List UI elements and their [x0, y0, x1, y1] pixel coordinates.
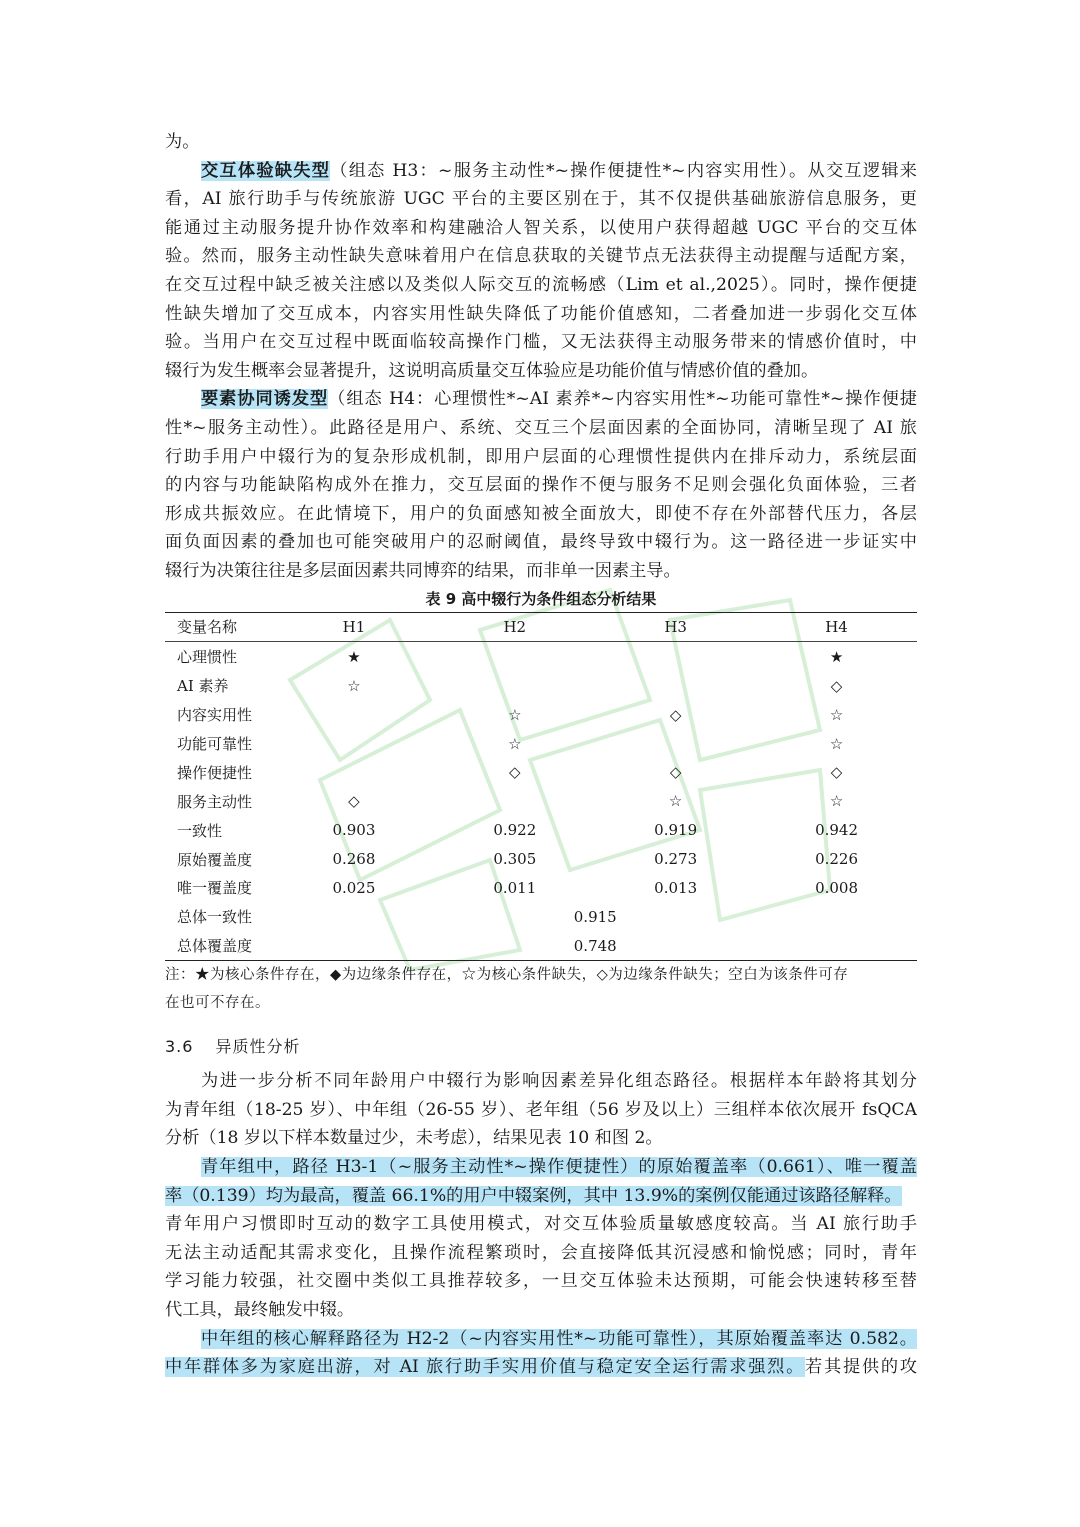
- table-cell: AI 素养: [177, 677, 229, 696]
- table-cell: 一致性: [177, 821, 223, 840]
- section-number: 3.6: [165, 1037, 194, 1057]
- para-middle-tail: 若其提供的攻: [805, 1357, 917, 1378]
- table-cell: 0.748: [274, 931, 918, 960]
- table-cell: 0.915: [573, 907, 617, 926]
- config-table: [165, 612, 917, 962]
- table-cell: 0.273: [654, 850, 698, 869]
- table-cell: ◇: [830, 763, 843, 782]
- para-youth-line: 学习能力较强，社交圈中类似工具推荐较多，一旦交互体验未达预期，可能会快速转移至替: [165, 1271, 917, 1292]
- table-row: [165, 642, 917, 671]
- paragraph-fragment: 为。: [165, 132, 200, 152]
- table-caption: 表 9 高中辍行为条件组态分析结果: [425, 589, 657, 608]
- para-h4-line: 辍行为决策往往是多层面因素共同博弈的结果，而非单一因素主导。: [165, 560, 681, 581]
- table-row: [165, 729, 917, 758]
- table-cell: 0.903: [332, 821, 376, 840]
- section-title: 异质性分析: [215, 1037, 301, 1057]
- table-row: [165, 845, 917, 874]
- para-h3-line: 验。当用户在交互过程中既面临较高操作门槛，又无法获得主动服务带来的情感价值时，中: [165, 332, 917, 353]
- paragraph-youth: [165, 1153, 917, 1325]
- table-row: [165, 902, 917, 931]
- para-h4-line: 形成共振效应。在此情境下，用户的负面感知被全面放大，即使不存在外部替代压力，各层: [165, 503, 917, 524]
- para-h3-line: 能通过主动服务提升协作效率和构建融洽人智关系，以使用户获得超越 UGC 平台的交互体: [165, 217, 917, 238]
- table-cell: 0.268: [332, 850, 376, 869]
- table-cell: 原始覆盖度: [177, 850, 253, 869]
- para-h4-line: 面负面因素的叠加也可能突破用户的忍耐阈值，最终导致中辍行为。这一路径进一步证实中: [165, 532, 917, 553]
- table-cell: ◇: [669, 763, 682, 782]
- table-cell: ☆: [829, 792, 844, 811]
- table-cell: 0.922: [493, 821, 537, 840]
- table-cell: ★: [829, 647, 844, 666]
- para-h3-line: 性缺失增加了交互成本，内容实用性缺失降低了功能价值感知，二者叠加进一步弱化交互体: [165, 303, 917, 324]
- table-row: [165, 874, 917, 903]
- para-intro-line: 为青年组（18-25 岁）、中年组（26-55 岁）、老年组（56 岁及以上）三组样本依次展开 fsQCA: [165, 1099, 917, 1120]
- para-intro-line: 分析（18 岁以下样本数量过少，未考虑），结果见表 10 和图 2。: [165, 1128, 663, 1149]
- table-cell: 心理惯性: [177, 648, 238, 667]
- table-header: H1: [274, 612, 435, 642]
- section-heading: [165, 1027, 917, 1067]
- table-cell: 0.942: [815, 821, 859, 840]
- table-cell: [274, 729, 435, 758]
- paragraph-h4: [165, 385, 917, 585]
- para-youth-line: 代工具，最终触发中辍。: [165, 1299, 355, 1320]
- table-row: [165, 931, 917, 960]
- paragraph-h3: [165, 157, 917, 386]
- table-cell: 0.919: [654, 821, 698, 840]
- table-cell: 唯一覆盖度: [177, 879, 253, 898]
- para-h4-line: 性*~服务主动性）。此路径是用户、系统、交互三个层面因素的全面协同，清晰呈现了 AI 旅: [165, 417, 917, 438]
- table-cell: [434, 642, 595, 671]
- table-row: [165, 758, 917, 787]
- para-youth-highlight: 率（0.139）均为最高，覆盖 66.1%的用户中辍案例，其中 13.9%的案例仅能通过该路径解释。: [165, 1185, 902, 1206]
- table-cell: [434, 671, 595, 700]
- table-cell: 0.013: [654, 878, 698, 897]
- para-youth-line: 青年用户习惯即时互动的数字工具使用模式，对交互体验质量敏感度较高。当 AI 旅行助手: [165, 1214, 917, 1235]
- table-row: [165, 816, 917, 845]
- table-cell: ★: [347, 647, 361, 666]
- table-header: H4: [756, 612, 917, 642]
- table-header-row: [165, 612, 917, 642]
- table-cell: ☆: [347, 676, 361, 695]
- table-cell: 操作便捷性: [177, 763, 253, 782]
- table-cell: 总体覆盖度: [165, 931, 274, 960]
- table-cell: ◇: [830, 676, 843, 695]
- table-row: [165, 700, 917, 729]
- para-youth-highlight: 青年组中，路径 H3-1（~服务主动性*~操作便捷性）的原始覆盖率（0.661）、唯一覆盖: [201, 1156, 917, 1177]
- table-note: 注：★为核心条件存在，◆为边缘条件存在，☆为核心条件缺失，◇为边缘条件缺失；空白为该条件可存: [165, 967, 849, 984]
- table-cell: 0.011: [493, 878, 537, 897]
- table-cell: [595, 671, 756, 700]
- table-cell: 内容实用性: [177, 706, 253, 725]
- table-cell: ☆: [668, 792, 683, 811]
- para-middle-highlight: 中年群体多为家庭出游，对 AI 旅行助手实用价值与稳定安全运行需求强烈。: [165, 1357, 806, 1378]
- table-cell: ◇: [669, 705, 682, 724]
- paragraph-middle: [165, 1325, 917, 1382]
- table-row: [165, 671, 917, 700]
- table-cell: 总体一致性: [177, 908, 253, 927]
- para-h4-line: 行助手用户中辍行为的复杂形成机制，即用户层面的心理惯性提供内在排斥动力，系统层面: [165, 446, 917, 467]
- para-h4-title: 要素协同诱发型: [201, 389, 329, 410]
- para-h3-line: 看，AI 旅行助手与传统旅游 UGC 平台的主要区别在于，其不仅提供基础旅游信息服务，更: [165, 189, 917, 210]
- table-header: H2: [434, 612, 595, 642]
- table-cell: ◇: [348, 792, 360, 811]
- table-row: [165, 787, 917, 816]
- table-cell: ☆: [508, 734, 522, 753]
- para-h3-line: （组态 H3：~服务主动性*~操作便捷性*~内容实用性）。从交互逻辑来: [330, 160, 917, 181]
- table-header: 变量名称: [165, 612, 274, 642]
- table-cell: [595, 642, 756, 671]
- table-header: H3: [595, 612, 756, 642]
- table-cell: ☆: [829, 705, 844, 724]
- table-note: 在也可不存在。: [165, 995, 270, 1012]
- para-h3-title: 交互体验缺失型: [201, 160, 331, 181]
- table-cell: [274, 700, 435, 729]
- table-cell: ◇: [509, 763, 521, 782]
- para-youth-line: 无法主动适配其需求变化，且操作流程繁琐时，会直接降低其沉浸感和愉悦感；同时，青年: [165, 1242, 917, 1263]
- table-cell: 0.008: [815, 878, 859, 897]
- table-cell: 0.025: [332, 878, 376, 897]
- para-h3-line: 验。然而，服务主动性缺失意味着用户在信息获取的关键节点无法获得主动提醒与适配方案，: [165, 246, 917, 267]
- table-cell: 0.226: [815, 850, 859, 869]
- para-h3-line: 在交互过程中缺乏被关注感以及类似人际交互的流畅感（Lim et al.,2025）。同时，操作便捷: [165, 274, 917, 295]
- para-h4-line: （组态 H4：心理惯性*~AI 素养*~内容实用性*~功能可靠性*~操作便捷: [328, 389, 917, 410]
- paragraph-intro: [165, 1067, 917, 1153]
- table-cell: ☆: [829, 734, 844, 753]
- para-h3-line: 辍行为发生概率会显著提升，这说明高质量交互体验应是功能价值与情感价值的叠加。: [165, 360, 819, 381]
- table-cell: [595, 729, 756, 758]
- para-h4-line: 的内容与功能缺陷构成外在推力，交互层面的操作不便与服务不足则会强化负面体验，三者: [165, 475, 917, 496]
- document-page: [165, 128, 917, 1382]
- table-cell: ☆: [508, 705, 522, 724]
- table-cell: [274, 758, 435, 787]
- para-middle-highlight: 中年组的核心解释路径为 H2-2（~内容实用性*~功能可靠性），其原始覆盖率达 0.582。: [201, 1328, 917, 1349]
- table-cell: 服务主动性: [177, 792, 253, 811]
- table-cell: 0.305: [493, 850, 537, 869]
- table-cell: 功能可靠性: [177, 735, 253, 753]
- table-cell: [434, 787, 595, 816]
- para-intro-line: 为进一步分析不同年龄用户中辍行为影响因素差异化组态路径。根据样本年龄将其划分: [201, 1071, 917, 1092]
